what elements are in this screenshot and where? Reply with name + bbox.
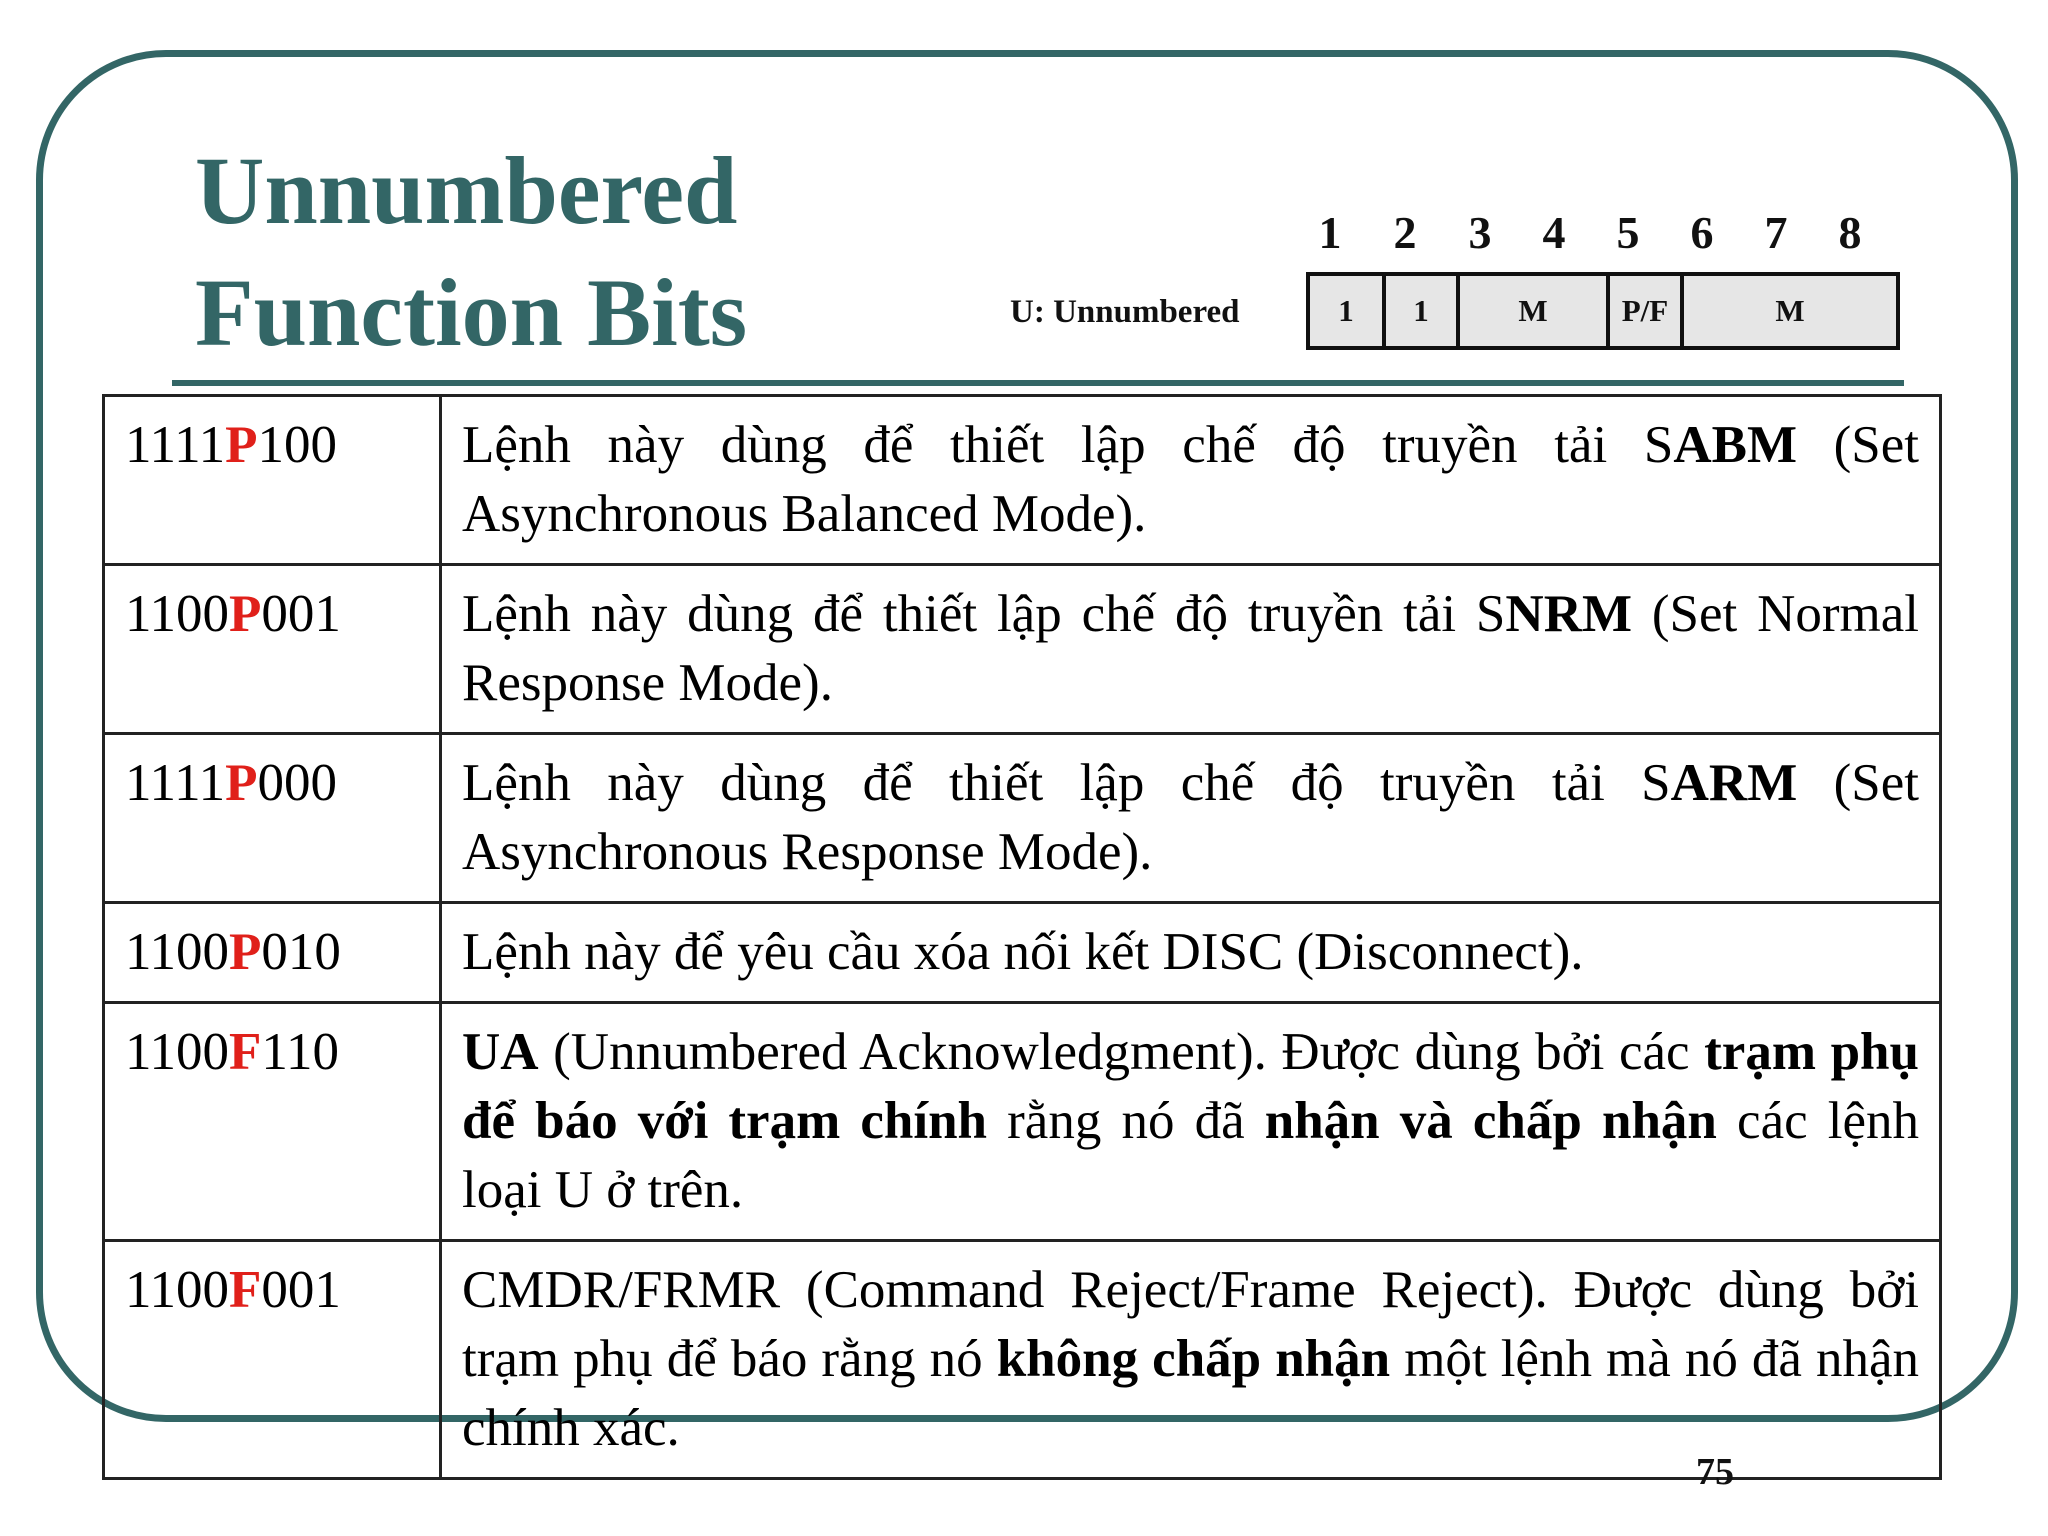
poll-final-flag: P	[229, 923, 262, 981]
desc-text: (Set Asynchronous Balanced Mode).	[462, 416, 1919, 543]
bit-description	[441, 903, 1941, 1003]
table-row	[104, 565, 1941, 734]
bit-code	[104, 565, 441, 734]
title-underline	[172, 380, 1904, 386]
desc-bold: UA	[462, 1023, 539, 1081]
function-bits-table	[102, 394, 1942, 1480]
code-suffix: 001	[261, 1261, 341, 1319]
code-prefix: 1100	[125, 1023, 230, 1081]
page-number: 75	[1696, 1451, 1734, 1493]
bit-description	[441, 1003, 1941, 1241]
title-line-1: Unnumbered	[195, 137, 738, 244]
table-row	[104, 1003, 1941, 1241]
bit-number: 2	[1393, 207, 1417, 258]
bit-code	[104, 734, 441, 903]
code-suffix: 110	[261, 1023, 339, 1081]
desc-text: Lệnh này dùng để thiết lập chế độ truyền tải S	[462, 416, 1674, 474]
field-m-bits: M	[1684, 276, 1896, 346]
desc-text: các lệnh loại U ở trên.	[462, 1092, 1919, 1219]
code-prefix: 1100	[125, 585, 230, 643]
desc-bold: trạm phụ để báo với trạm chính	[462, 1023, 1919, 1150]
field-bit-1: 1	[1310, 276, 1386, 346]
bit-description	[441, 396, 1941, 565]
desc-bold: không chấp nhận	[996, 1330, 1391, 1388]
title-line-2: Function Bits	[195, 259, 748, 366]
bit-description	[441, 565, 1941, 734]
desc-text: (Unnumbered Acknowledgment). Được dùng bởi các	[538, 1023, 1705, 1081]
code-suffix: 100	[257, 416, 337, 474]
bit-number: 4	[1542, 207, 1566, 258]
poll-final-flag: P	[229, 585, 262, 643]
desc-text: Lệnh này dùng để thiết lập chế độ truyền tải S	[462, 585, 1506, 643]
table-row	[104, 903, 1941, 1003]
desc-text: CMDR/FRMR (Command Reject/Frame Reject). Được dùng bởi trạm phụ để báo rằng nó	[462, 1261, 1919, 1388]
slide-title	[195, 130, 747, 374]
bit-description	[441, 734, 1941, 903]
code-suffix: 010	[261, 923, 341, 981]
bit-description	[441, 1241, 1941, 1479]
desc-text: (Set Asynchronous Response Mode).	[462, 754, 1919, 881]
code-suffix: 001	[261, 585, 341, 643]
code-prefix: 1111	[125, 416, 226, 474]
bit-number: 1	[1318, 207, 1342, 258]
code-prefix: 1100	[125, 923, 230, 981]
frame-diagram-label: U: Unnumbered	[1010, 294, 1240, 330]
bit-number: 3	[1468, 207, 1492, 258]
bit-number: 8	[1838, 207, 1862, 258]
poll-final-flag: P	[225, 416, 258, 474]
desc-text: Lệnh này dùng để thiết lập chế độ truyền tải S	[462, 754, 1671, 812]
bit-code	[104, 396, 441, 565]
code-prefix: 1100	[125, 1261, 230, 1319]
bit-code	[104, 1241, 441, 1479]
poll-final-flag: F	[229, 1023, 262, 1081]
desc-text: Lệnh này để yêu cầu xóa nối kết DISC (Disconnect).	[462, 923, 1584, 981]
poll-final-flag: F	[229, 1261, 262, 1319]
bit-code	[104, 1003, 441, 1241]
field-m-bits: M	[1460, 276, 1610, 346]
desc-bold: nhận và chấp nhận	[1264, 1092, 1717, 1150]
bit-number: 5	[1616, 207, 1640, 258]
bit-number: 7	[1764, 207, 1788, 258]
desc-bold: ARM	[1670, 754, 1798, 812]
desc-bold: ABM	[1673, 416, 1797, 474]
table-row	[104, 734, 1941, 903]
code-prefix: 1111	[125, 754, 226, 812]
code-suffix: 000	[257, 754, 337, 812]
desc-bold: NRM	[1505, 585, 1632, 643]
control-field-diagram	[1306, 272, 1900, 350]
desc-text: (Set Normal Response Mode).	[462, 585, 1919, 712]
desc-text: rằng nó đã	[987, 1092, 1265, 1150]
poll-final-flag: P	[225, 754, 258, 812]
bit-number-row	[1310, 206, 1910, 266]
field-pf-bit: P/F	[1610, 276, 1684, 346]
bit-code	[104, 903, 441, 1003]
table-row	[104, 396, 1941, 565]
desc-text: một lệnh mà nó đã nhận chính xác.	[462, 1330, 1919, 1457]
field-bit-2: 1	[1386, 276, 1460, 346]
table-row	[104, 1241, 1941, 1479]
bit-number: 6	[1690, 207, 1714, 258]
